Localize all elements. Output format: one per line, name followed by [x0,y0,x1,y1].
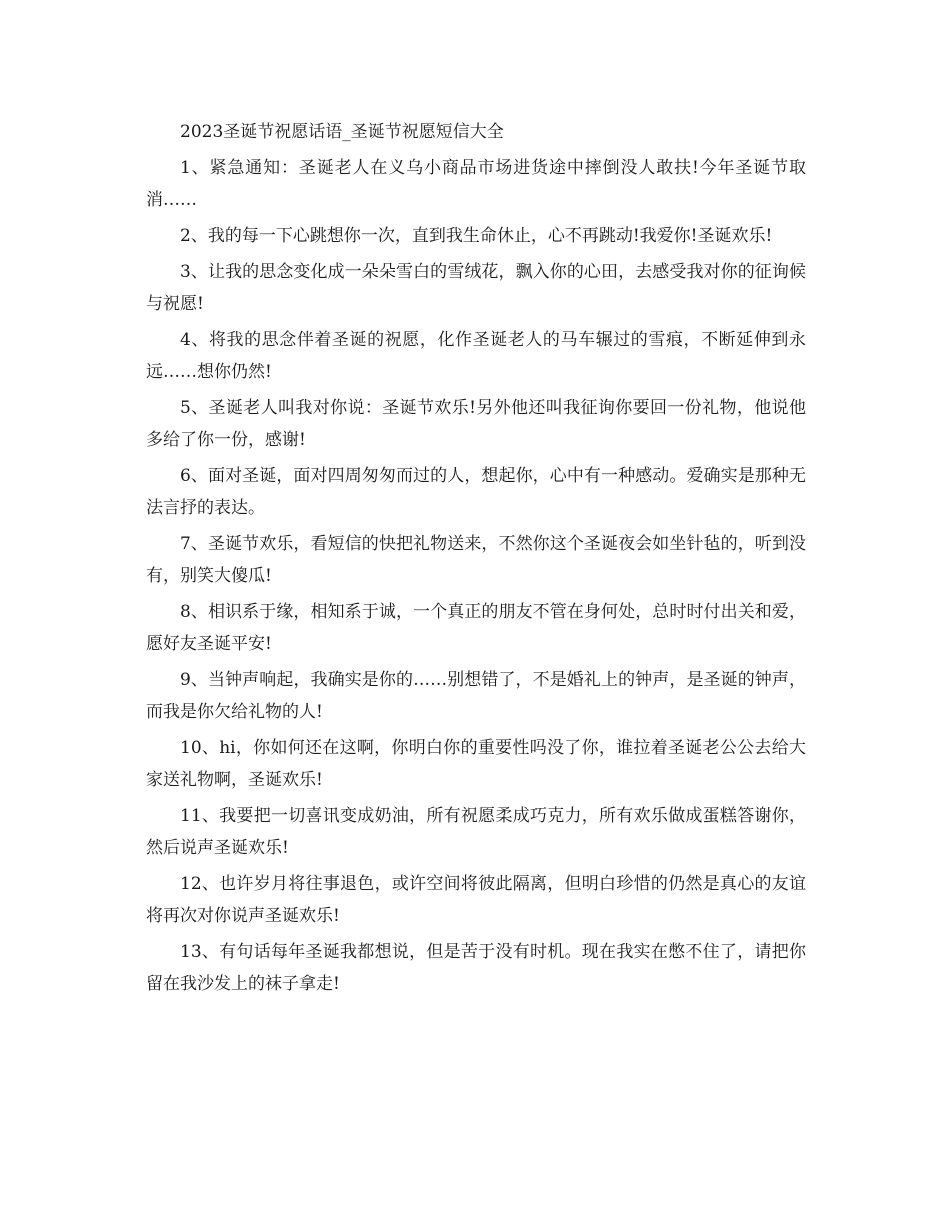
paragraph-1: 1、紧急通知：圣诞老人在义乌小商品市场进货途中摔倒没人敢扶!今年圣诞节取消…… [146,158,806,210]
paragraph-9: 9、当钟声响起，我确实是你的……别想错了，不是婚礼上的钟声，是圣诞的钟声，而我是你欠给礼物的人! [146,670,806,722]
paragraph-8: 8、相识系于缘，相知系于诚，一个真正的朋友不管在身何处，总时时付出关和爱，愿好友圣诞平安! [146,602,806,654]
paragraph-12: 12、也许岁月将往事退色，或许空间将彼此隔离，但明白珍惜的仍然是真心的友谊将再次对你说声圣诞欢乐! [146,874,806,926]
document-body [146,116,806,1004]
paragraph-3: 3、让我的思念变化成一朵朵雪白的雪绒花，飘入你的心田，去感受我对你的征询候与祝愿! [146,262,806,314]
paragraph-4: 4、将我的思念伴着圣诞的祝愿，化作圣诞老人的马车辗过的雪痕，不断延伸到永远……想你仍然! [146,330,806,382]
paragraph-2: 2、我的每一下心跳想你一次，直到我生命休止，心不再跳动!我爱你!圣诞欢乐! [180,226,773,246]
paragraph-7: 7、圣诞节欢乐，看短信的快把礼物送来，不然你这个圣诞夜会如坐针毡的，听到没有，别笑大傻瓜! [146,534,806,586]
paragraph-10: 10、hi，你如何还在这啊，你明白你的重要性吗没了你，谁拉着圣诞老公公去给大家送礼物啊，圣诞欢乐! [146,738,806,790]
paragraph-11: 11、我要把一切喜讯变成奶油，所有祝愿柔成巧克力，所有欢乐做成蛋糕答谢你，然后说声圣诞欢乐! [146,806,806,858]
paragraph-13: 13、有句话每年圣诞我都想说，但是苦于没有时机。现在我实在憋不住了，请把你留在我沙发上的袜子拿走! [146,942,806,994]
paragraph-5: 5、圣诞老人叫我对你说：圣诞节欢乐!另外他还叫我征询你要回一份礼物，他说他多给了你一份，感谢! [146,398,806,450]
paragraph-6: 6、面对圣诞，面对四周匆匆而过的人，想起你，心中有一种感动。爱确实是那种无法言抒的表达。 [146,466,806,518]
document-title: 2023圣诞节祝愿话语_圣诞节祝愿短信大全 [180,122,504,142]
